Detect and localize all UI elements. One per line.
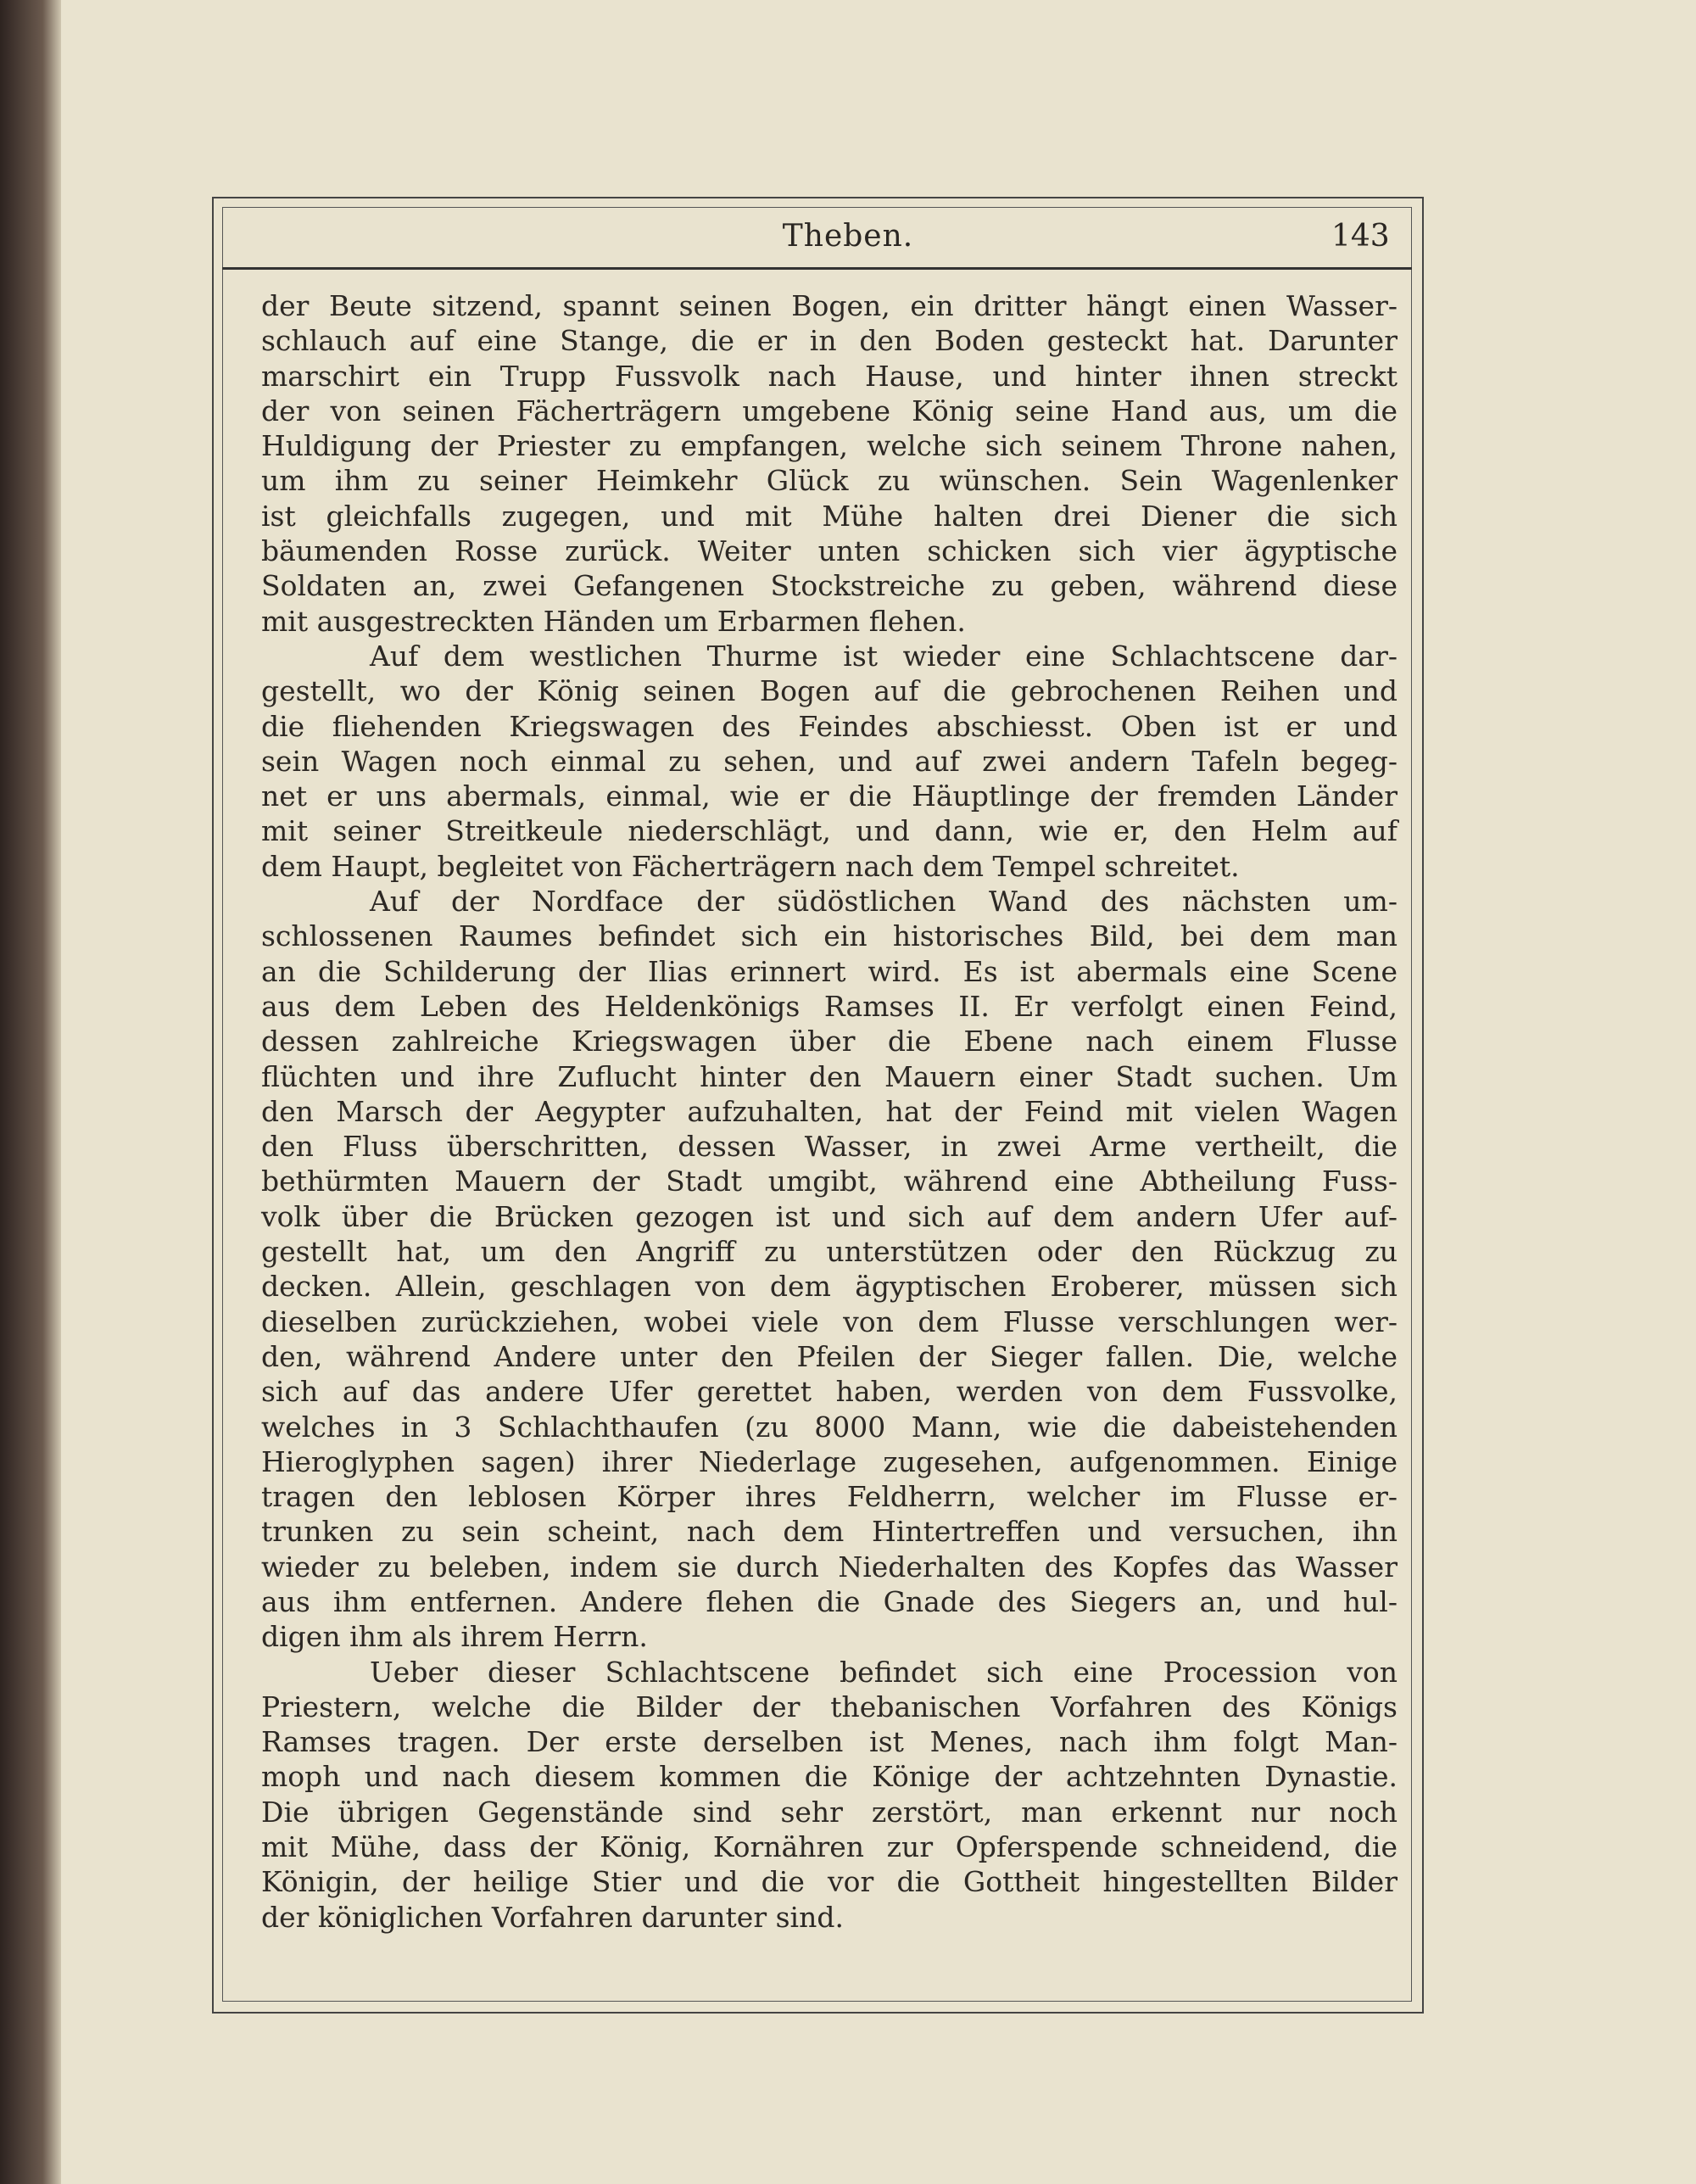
text-line: dem Haupt, begleitet von Fächerträgern nach dem Tempel schreitet.	[261, 849, 1240, 883]
text-line: marschirt ein Trupp Fussvolk nach Hause, und hinter ihnen streckt	[261, 359, 1398, 393]
text-line: der von seinen Fächerträgern umgebene König seine Hand aus, um die	[261, 394, 1398, 427]
text-line: dieselben zurückziehen, wobei viele von dem Flusse verschlungen wer-	[261, 1304, 1398, 1338]
text-line: sich auf das andere Ufer gerettet haben, werden von dem Fussvolke,	[261, 1375, 1398, 1409]
text-line: schlossenen Raumes befindet sich ein historisches Bild, bei dem man	[261, 919, 1398, 953]
text-line: digen ihm als ihrem Herrn.	[261, 1620, 648, 1654]
text-line: Ueber dieser Schlachtscene befindet sich eine Procession von	[370, 1655, 1398, 1689]
text-line: Huldigung der Priester zu empfangen, welche sich seinem Throne nahen,	[261, 429, 1398, 463]
text-line: Ramses tragen. Der erste derselben ist Menes, nach ihm folgt Man-	[261, 1725, 1398, 1759]
text-line: tragen den leblosen Körper ihres Feldherrn, welcher im Flusse er-	[261, 1480, 1398, 1514]
text-line: Königin, der heilige Stier und die vor die Gottheit hingestellten Bilder	[261, 1865, 1398, 1899]
text-line: um ihm zu seiner Heimkehr Glück zu wünschen. Sein Wagenlenker	[261, 464, 1398, 498]
text-line: welches in 3 Schlachthaufen (zu 8000 Mann, wie die dabeistehenden	[261, 1410, 1398, 1444]
text-line: mit seiner Streitkeule niederschlägt, und dann, wie er, den Helm auf	[261, 814, 1398, 848]
text-line: die fliehenden Kriegswagen des Feindes abschiesst. Oben ist er und	[261, 709, 1398, 743]
text-line: decken. Allein, geschlagen von dem ägyptischen Eroberer, müssen sich	[261, 1270, 1398, 1304]
text-line: den, während Andere unter den Pfeilen der Sieger fallen. Die, welche	[261, 1339, 1398, 1373]
text-line: bethürmten Mauern der Stadt umgibt, während eine Abtheilung Fuss-	[261, 1165, 1398, 1198]
text-line: gestellt, wo der König seinen Bogen auf die gebrochenen Reihen und	[261, 674, 1398, 708]
text-line: der königlichen Vorfahren darunter sind.	[261, 1900, 844, 1934]
page-number: 143	[1331, 219, 1390, 254]
text-line: Auf dem westlichen Thurme ist wieder eine Schlachtscene dar-	[370, 639, 1398, 673]
text-line: Hieroglyphen sagen) ihrer Niederlage zugesehen, aufgenommen. Einige	[261, 1444, 1398, 1478]
text-line: Priestern, welche die Bilder der thebanischen Vorfahren des Königs	[261, 1690, 1398, 1723]
book-spine	[0, 0, 61, 2184]
text-line: dessen zahlreiche Kriegswagen über die Ebene nach einem Flusse	[261, 1025, 1398, 1058]
text-line: ist gleichfalls zugegen, und mit Mühe halten drei Diener die sich	[261, 499, 1398, 533]
text-line: den Fluss überschritten, dessen Wasser, in zwei Arme vertheilt, die	[261, 1130, 1398, 1164]
text-line: sein Wagen noch einmal zu sehen, und auf zwei andern Tafeln begeg-	[261, 744, 1398, 778]
text-line: Auf der Nordface der südöstlichen Wand des nächsten um-	[370, 885, 1398, 919]
running-title: Theben.	[782, 219, 914, 254]
text-line: schlauch auf eine Stange, die er in den Boden gesteckt hat. Darunter	[261, 324, 1398, 358]
text-line: moph und nach diesem kommen die Könige der achtzehnten Dynastie.	[261, 1760, 1398, 1794]
header-rule	[222, 267, 1412, 270]
body-text	[261, 288, 1398, 1935]
text-line: der Beute sitzend, spannt seinen Bogen, ein dritter hängt einen Wasser-	[261, 289, 1398, 322]
text-line: mit Mühe, dass der König, Kornähren zur Opferspende schneidend, die	[261, 1830, 1398, 1864]
text-line: mit ausgestreckten Händen um Erbarmen flehen.	[261, 604, 966, 638]
text-line: aus dem Leben des Heldenkönigs Ramses II. Er verfolgt einen Feind,	[261, 989, 1398, 1023]
text-line: Die übrigen Gegenstände sind sehr zerstört, man erkennt nur noch	[261, 1795, 1398, 1829]
text-line: aus ihm entfernen. Andere flehen die Gnade des Siegers an, und hul-	[261, 1584, 1398, 1618]
text-line: volk über die Brücken gezogen ist und sich auf dem andern Ufer auf-	[261, 1199, 1398, 1233]
text-line: an die Schilderung der Ilias erinnert wird. Es ist abermals eine Scene	[261, 954, 1398, 988]
text-line: den Marsch der Aegypter aufzuhalten, hat der Feind mit vielen Wagen	[261, 1094, 1398, 1128]
text-line: flüchten und ihre Zuflucht hinter den Mauern einer Stadt suchen. Um	[261, 1059, 1398, 1093]
text-line: bäumenden Rosse zurück. Weiter unten schicken sich vier ägyptische	[261, 534, 1398, 568]
text-line: net er uns abermals, einmal, wie er die Häuptlinge der fremden Länder	[261, 779, 1398, 813]
text-line: trunken zu sein scheint, nach dem Hintertreffen und versuchen, ihn	[261, 1515, 1398, 1549]
text-line: gestellt hat, um den Angriff zu unterstützen oder den Rückzug zu	[261, 1235, 1398, 1269]
text-line: wieder zu beleben, indem sie durch Niederhalten des Kopfes das Wasser	[261, 1550, 1398, 1584]
text-line: Soldaten an, zwei Gefangenen Stockstreiche zu geben, während diese	[261, 569, 1398, 603]
